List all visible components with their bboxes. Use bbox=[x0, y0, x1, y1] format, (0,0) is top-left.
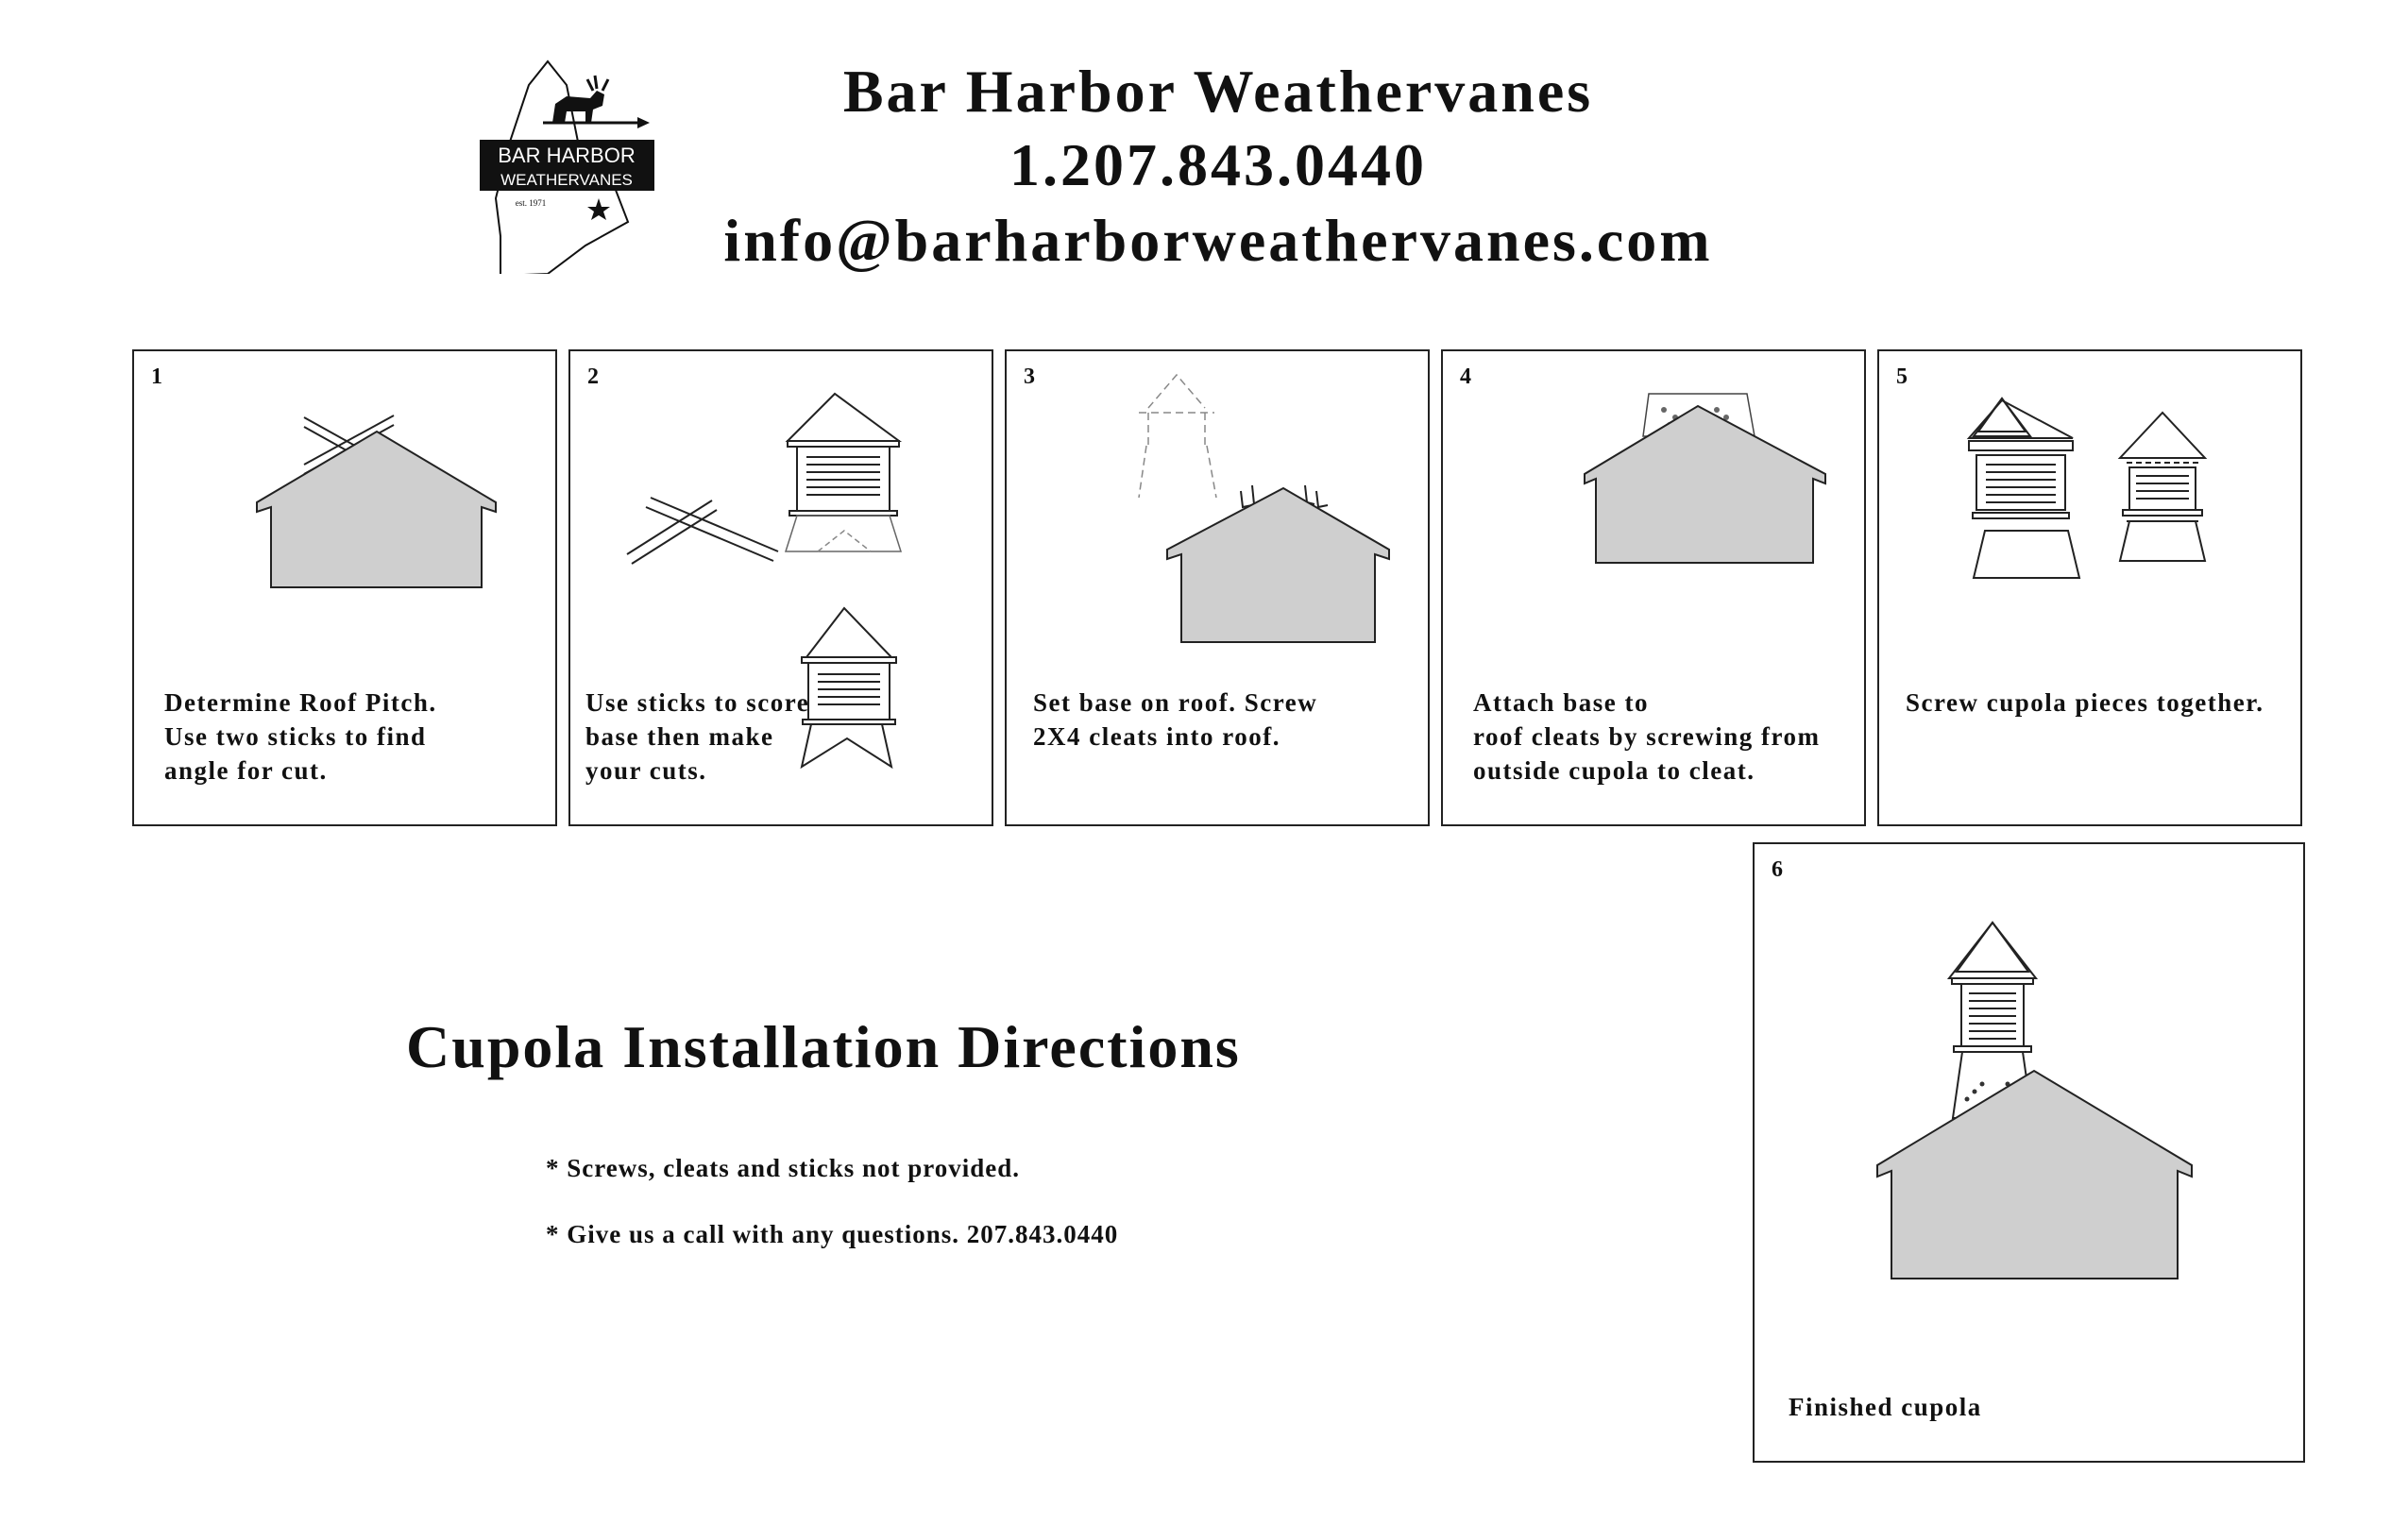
step-number: 2 bbox=[587, 364, 599, 389]
logo-line2: WEATHERVANES bbox=[500, 171, 633, 189]
step-panel-3 bbox=[1005, 349, 1430, 826]
finished-cupola-illustration bbox=[1755, 844, 2307, 1465]
step-caption: Screw cupola pieces together. bbox=[1906, 688, 2264, 717]
company-name: Bar Harbor Weathervanes bbox=[842, 58, 1594, 125]
step-panel-6 bbox=[1753, 842, 2305, 1463]
step-panel-2 bbox=[568, 349, 993, 826]
step-caption: Determine Roof Pitch. Use two sticks to find angle for cut. bbox=[164, 688, 437, 785]
step-caption: Attach base to roof cleats by screwing from outside cupola to cleat. bbox=[1473, 688, 1821, 785]
set-base-illustration bbox=[1007, 351, 1432, 828]
note-not-provided: * Screws, cleats and sticks not provided. bbox=[546, 1154, 1021, 1182]
step-caption: Finished cupola bbox=[1789, 1393, 1982, 1421]
company-email[interactable]: info@barharborweathervanes.com bbox=[723, 207, 1713, 274]
step-number: 6 bbox=[1772, 857, 1783, 882]
step-panel-1 bbox=[132, 349, 557, 826]
step-panel-4 bbox=[1441, 349, 1866, 826]
assemble-cupola-illustration bbox=[1879, 351, 2304, 828]
step-number: 4 bbox=[1460, 364, 1471, 389]
logo-est: est. 1971 bbox=[515, 198, 547, 208]
step-panel-5 bbox=[1877, 349, 2302, 826]
page-title: Cupola Installation Directions bbox=[406, 1013, 1241, 1080]
note-call-us: * Give us a call with any questions. 207.843.0440 bbox=[546, 1220, 1119, 1248]
step-caption: Set base on roof. Screw 2X4 cleats into roof. bbox=[1033, 688, 1318, 751]
company-phone: 1.207.843.0440 bbox=[1009, 131, 1427, 198]
step-number: 3 bbox=[1024, 364, 1035, 389]
step-caption: Use sticks to score base then make your cuts. bbox=[585, 688, 810, 785]
step-number: 5 bbox=[1896, 364, 1908, 389]
logo-line1: BAR HARBOR bbox=[498, 144, 636, 167]
step-number: 1 bbox=[151, 364, 162, 389]
